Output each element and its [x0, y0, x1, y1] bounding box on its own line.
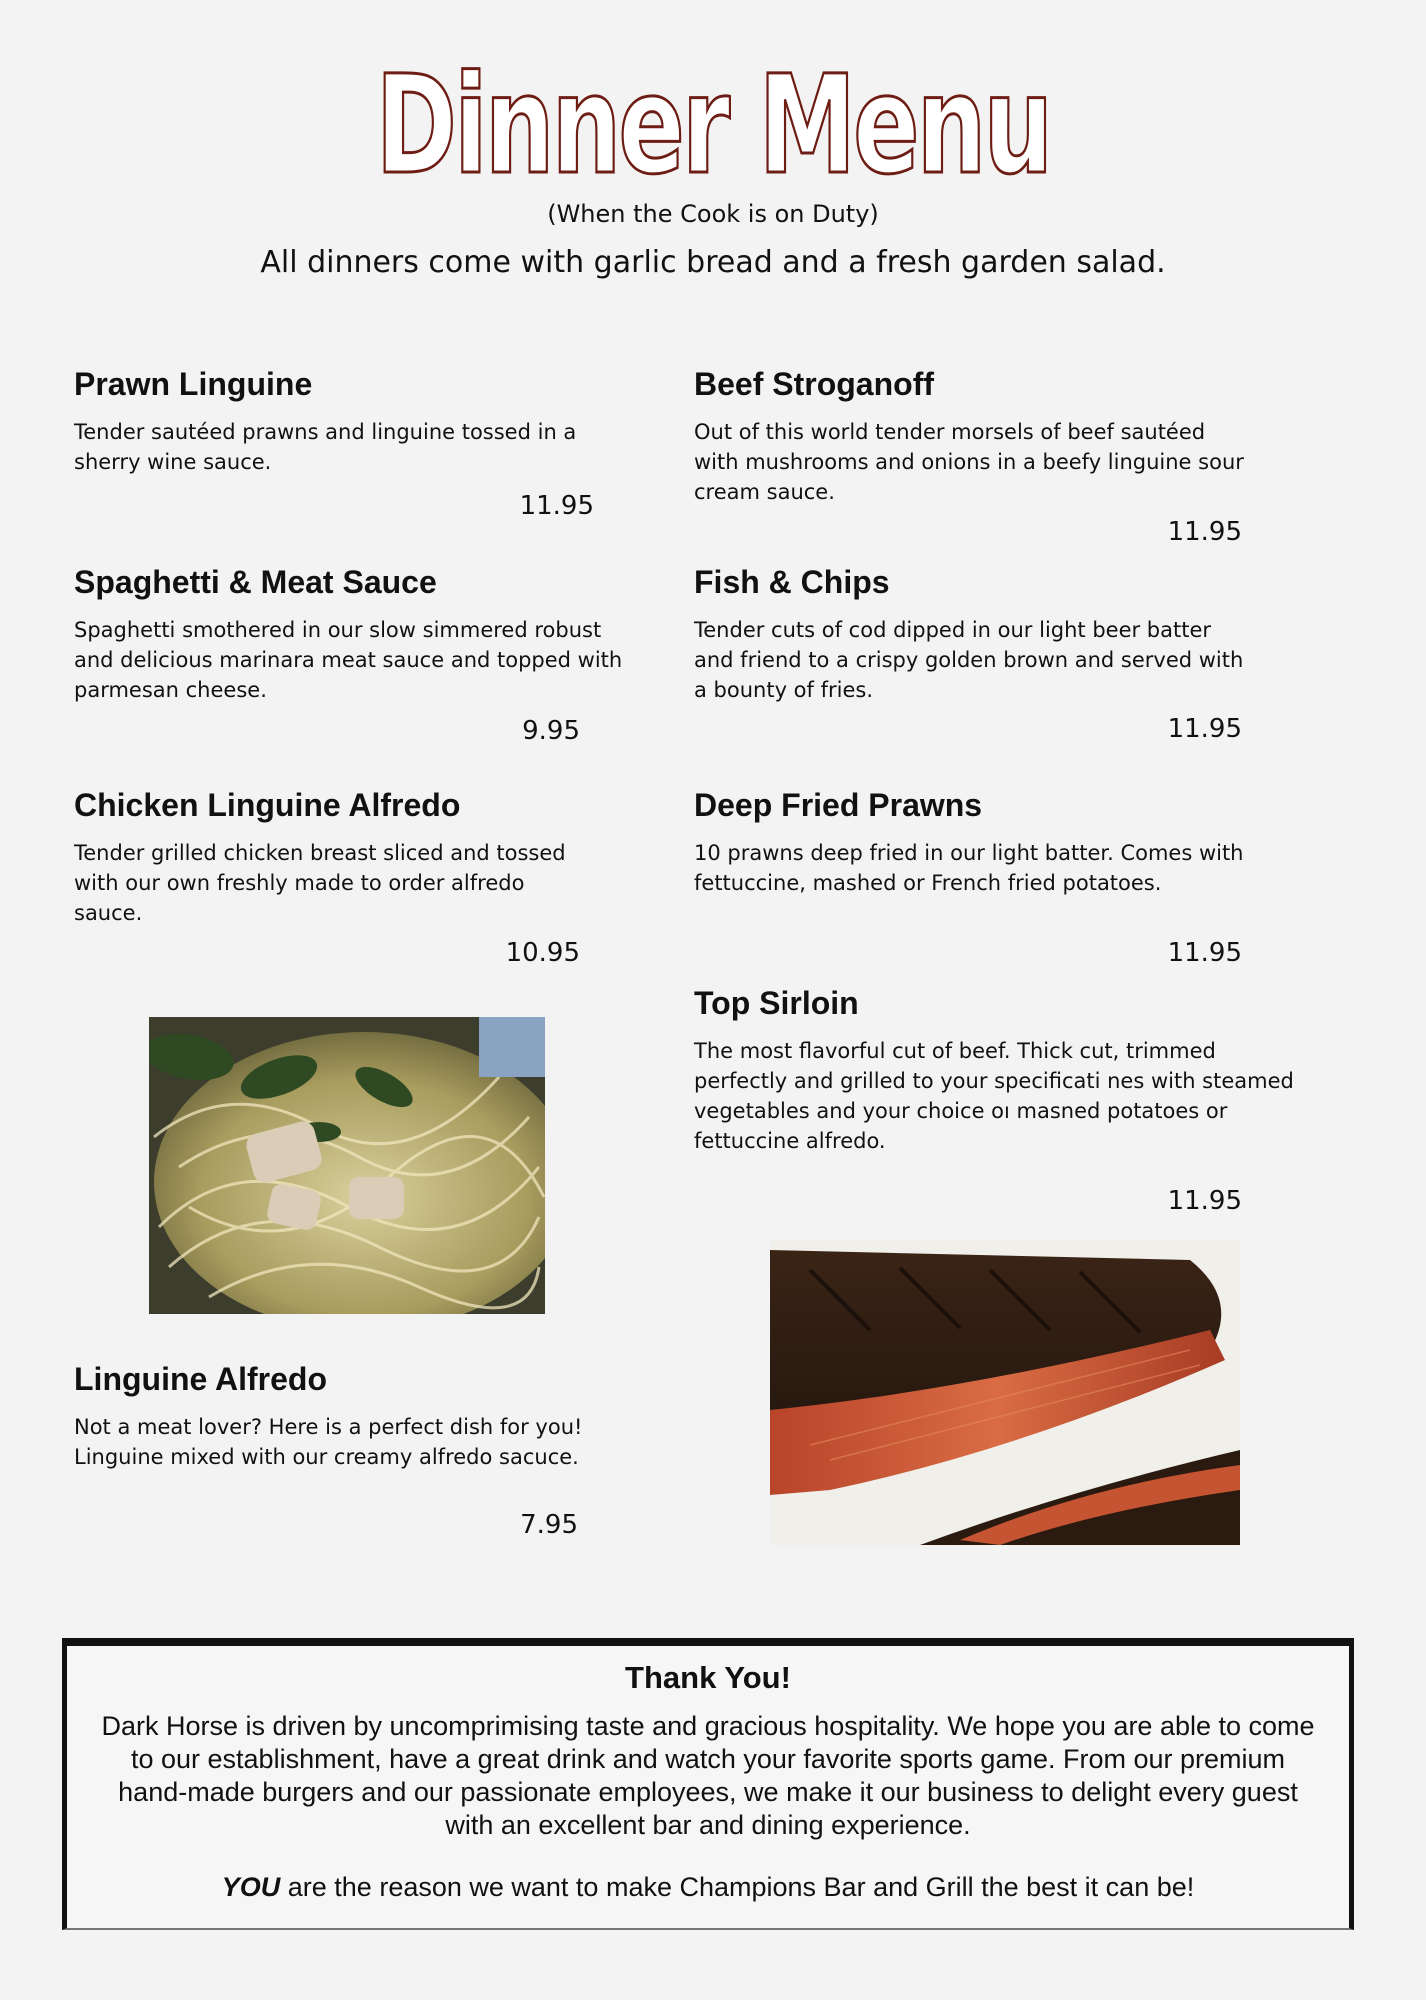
item-price: 11.95	[1167, 714, 1242, 744]
item-price: 11.95	[1167, 938, 1242, 968]
menu-item-beef-stroganoff	[694, 365, 1244, 550]
menu-item-deep-fried-prawns	[694, 786, 1254, 976]
item-price: 9.95	[522, 716, 580, 746]
item-name: Linguine Alfredo	[74, 1361, 328, 1397]
menu-title: Dinner Menu	[375, 47, 1051, 205]
item-name: Chicken Linguine Alfredo	[74, 787, 461, 823]
item-price: 10.95	[505, 938, 580, 968]
item-price: 11.95	[1167, 1186, 1242, 1216]
menu-item-prawn-linguine	[74, 365, 594, 525]
thank-you-box	[62, 1638, 1354, 1930]
thank-you-closing	[67, 1872, 1349, 1903]
pasta-photo	[149, 1017, 545, 1314]
item-name: Top Sirloin	[694, 985, 859, 1021]
thank-you-title: Thank You!	[625, 1660, 791, 1695]
menu-item-top-sirloin	[694, 984, 1304, 1224]
item-description: 10 prawns deep fried in our light batter. Comes with fettuccine, mashed or French fried potatoes.	[694, 841, 1244, 896]
item-name: Fish & Chips	[694, 564, 890, 600]
item-name: Beef Stroganoff	[694, 366, 934, 402]
closing-emphasis: YOU	[221, 1872, 281, 1902]
item-description: Spaghetti smothered in our slow simmered robust and delicious marinara meat sauce and topped with parmesan cheese.	[74, 618, 623, 703]
item-name: Prawn Linguine	[74, 366, 313, 402]
menu-item-chicken-linguine-alfredo	[74, 786, 594, 976]
menu-item-fish-and-chips	[694, 563, 1254, 753]
item-price: 7.95	[520, 1510, 578, 1540]
item-description: Not a meat lover? Here is a perfect dish for you! Linguine mixed with our creamy alfredo sacuce.	[74, 1415, 583, 1470]
closing-text: are the reason we want to make Champions Bar and Grill the best it can be!	[280, 1872, 1195, 1902]
item-description: Tender cuts of cod dipped in our light beer batter and friend to a crispy golden brown and served with a bounty of fries.	[694, 618, 1244, 703]
item-price: 11.95	[1167, 517, 1242, 547]
item-description: The most flavorful cut of beef. Thick cut, trimmed perfectly and grilled to your specificati nes with steamed vegetables and your choice oı masned potatoes or fettuccine alfredo.	[694, 1039, 1294, 1154]
menu-item-spaghetti-meat-sauce	[74, 563, 624, 753]
thank-you-body: Dark Horse is driven by uncomprimising taste and gracious hospitality. We hope you are able to come to our establishment, have a great drink and watch your favorite sports game. From our premium hand-made burgers and our passionate employees, we make it our business to delight every guest with an excellent bar and dining experience.	[101, 1711, 1315, 1840]
item-description: Out of this world tender morsels of beef sautéed with mushrooms and onions in a beefy linguine sour cream sauce.	[694, 420, 1244, 505]
menu-subtitle: (When the Cook is on Duty)	[547, 200, 879, 228]
steak-photo	[770, 1240, 1240, 1545]
item-price: 11.95	[519, 491, 594, 521]
item-name: Deep Fried Prawns	[694, 787, 983, 823]
menu-item-linguine-alfredo	[74, 1360, 594, 1550]
menu-tagline: All dinners come with garlic bread and a fresh garden salad.	[260, 245, 1166, 280]
item-description: Tender sautéed prawns and linguine tossed in a sherry wine sauce.	[74, 420, 577, 475]
item-description: Tender grilled chicken breast sliced and tossed with our own freshly made to order alfredo sauce.	[74, 841, 566, 926]
item-name: Spaghetti & Meat Sauce	[74, 564, 437, 600]
